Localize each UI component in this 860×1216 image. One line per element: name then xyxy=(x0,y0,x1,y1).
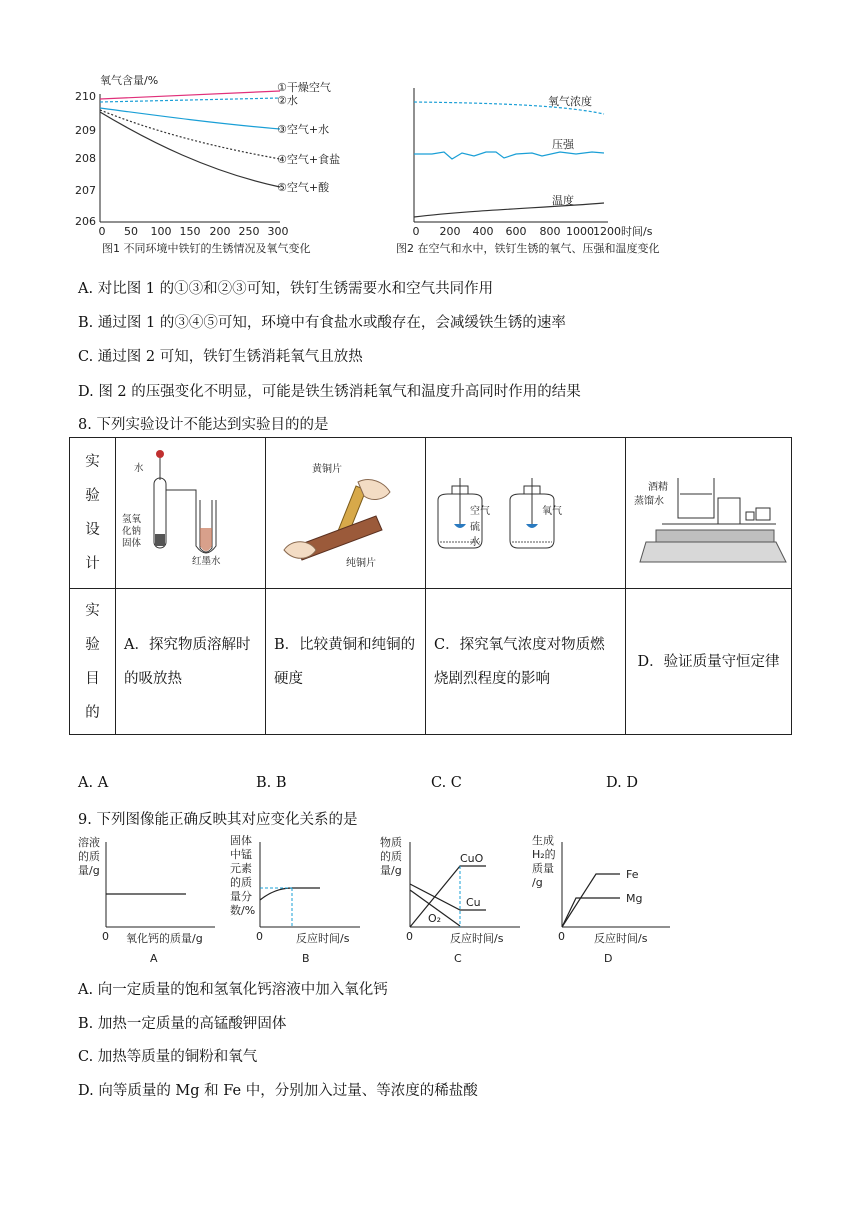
q8-design-d xyxy=(626,438,792,589)
q8-purpose-a: A．探究物质溶解时的吸放热 xyxy=(116,589,266,735)
q9-graph-d xyxy=(532,833,670,965)
q9-graph-a xyxy=(78,835,215,965)
fig2-xtick: 0 xyxy=(412,225,420,238)
fig2-curve-temperature xyxy=(414,203,604,217)
q8-choice-a: A. A xyxy=(78,775,109,791)
test-tube-apparatus-image xyxy=(116,438,264,584)
q8-purpose-b: B．比较黄铜和纯铜的硬度 xyxy=(266,589,426,735)
q8-row-label-purpose: 实 验 目 的 xyxy=(70,589,116,735)
fig1-caption: 图1 不同环境中铁钉的生锈情况及氧气变化 xyxy=(102,242,311,255)
dropper-bulb-icon xyxy=(156,450,164,458)
fig2-axes xyxy=(414,88,608,222)
q8-choice-c: C. C xyxy=(431,775,462,791)
svg-text:量分: 量分 xyxy=(230,890,252,903)
svg-text:硫: 硫 xyxy=(470,522,480,533)
q8-purpose-c: C．探究氧气浓度对物质燃烧剧烈程度的影响 xyxy=(426,589,626,735)
q9-option-a: A. 向一定质量的饱和氢氧化钙溶液中加入氧化钙 xyxy=(78,982,388,998)
fig1-ytick: 210 xyxy=(75,90,96,103)
svg-text:纯铜片: 纯铜片 xyxy=(346,558,376,569)
svg-text:反应时间/s: 反应时间/s xyxy=(594,932,648,945)
svg-text:CuO: CuO xyxy=(460,852,484,865)
svg-text:固体: 固体 xyxy=(122,538,142,549)
fig2-label-pressure: 压强 xyxy=(552,138,574,151)
fig1-xtick: 100 xyxy=(150,225,172,238)
fig1-ytick: 206 xyxy=(75,215,96,228)
fig2-label-temperature: 温度 xyxy=(552,194,574,207)
svg-text:A: A xyxy=(150,952,158,965)
fig1-ytick: 209 xyxy=(75,124,96,137)
svg-text:水: 水 xyxy=(470,537,480,548)
fig1-series-label: ①干燥空气 xyxy=(277,81,331,94)
q8-choice-b: B. B xyxy=(256,775,287,791)
svg-text:质量: 质量 xyxy=(532,862,554,875)
svg-text:红墨水: 红墨水 xyxy=(192,556,221,567)
q7-option-b: B. 通过图 1 的③④⑤可知，环境中有食盐水或酸存在，会减缓铁生锈的速率 xyxy=(78,315,566,331)
fig1-curve-dry-air xyxy=(100,91,280,99)
q7-option-a: A. 对比图 1 的①③和②③可知，铁钉生锈需要水和空气共同作用 xyxy=(78,281,494,297)
q8-table xyxy=(69,437,792,735)
fig1-curve-air-water xyxy=(100,108,280,129)
fig2-xlabel: 时间/s xyxy=(621,225,653,238)
fig1-series-label: ④空气+食盐 xyxy=(277,153,341,166)
svg-text:酒精: 酒精 xyxy=(648,482,668,493)
q9-option-c: C. 加热等质量的铜粉和氧气 xyxy=(78,1049,258,1065)
q7-option-c: C. 通过图 2 可知，铁钉生锈消耗氧气且放热 xyxy=(78,349,363,365)
svg-text:化钠: 化钠 xyxy=(122,526,142,537)
fig1-xtick: 0 xyxy=(98,225,106,238)
svg-text:空气: 空气 xyxy=(470,506,490,517)
q7-option-d: D. 图 2 的压强变化不明显，可能是铁生锈消耗氧气和温度升高同时作用的结果 xyxy=(78,384,581,400)
q9-stem: 9. 下列图像能正确反映其对应变化关系的是 xyxy=(78,812,358,828)
q9-graphs xyxy=(70,832,670,972)
q9-graph-c xyxy=(380,835,520,965)
svg-text:0: 0 xyxy=(558,930,565,943)
svg-text:生成: 生成 xyxy=(532,834,554,847)
fig1-series-label: ②水 xyxy=(277,94,298,107)
fig1-xtick: 300 xyxy=(267,225,289,238)
fig1-xtick: 50 xyxy=(124,225,138,238)
fig2-xtick: 1000 xyxy=(566,225,594,238)
fig1-curve-air-salt xyxy=(100,110,280,159)
svg-text:O₂: O₂ xyxy=(428,912,442,925)
svg-text:Fe: Fe xyxy=(626,868,639,881)
svg-text:0: 0 xyxy=(256,930,263,943)
svg-text:0: 0 xyxy=(406,930,413,943)
svg-text:Mg: Mg xyxy=(626,892,643,905)
svg-text:的质: 的质 xyxy=(380,850,402,863)
svg-text:数/%: 数/% xyxy=(230,904,256,917)
svg-text:溶液: 溶液 xyxy=(78,836,100,849)
q8-design-c xyxy=(426,438,626,589)
svg-text:B: B xyxy=(302,952,310,965)
fig1-xtick: 200 xyxy=(209,225,231,238)
svg-text:反应时间/s: 反应时间/s xyxy=(296,932,350,945)
fig1-curve-air-acid xyxy=(100,112,280,187)
q9-graph-b xyxy=(230,833,360,965)
q9-option-d: D. 向等质量的 Mg 和 Fe 中，分别加入过量、等浓度的稀盐酸 xyxy=(78,1083,478,1099)
svg-text:氢氧: 氢氧 xyxy=(122,514,142,525)
svg-text:H₂的: H₂的 xyxy=(532,848,556,861)
q8-row-label-design: 实 验 设 计 xyxy=(70,438,116,589)
q9-option-b: B. 加热一定质量的高锰酸钾固体 xyxy=(78,1016,287,1032)
svg-text:C: C xyxy=(454,952,462,965)
svg-text:固体: 固体 xyxy=(230,834,252,847)
fig1-ytick: 208 xyxy=(75,152,96,165)
fig1-xtick: 150 xyxy=(179,225,201,238)
fig2-xtick: 400 xyxy=(472,225,494,238)
svg-text:中锰: 中锰 xyxy=(230,848,252,861)
svg-text:物质: 物质 xyxy=(380,836,402,849)
fig2-xtick: 800 xyxy=(539,225,561,238)
balance-scale-image xyxy=(626,438,790,584)
q8-design-a xyxy=(116,438,266,589)
fig2-xtick: 1200 xyxy=(593,225,621,238)
figure-1 xyxy=(70,72,370,262)
fig1-series-label: ③空气+水 xyxy=(277,123,330,136)
svg-text:黄铜片: 黄铜片 xyxy=(312,464,342,475)
svg-text:0: 0 xyxy=(102,930,109,943)
q8-purpose-d: D．验证质量守恒定律 xyxy=(626,589,792,735)
svg-text:D: D xyxy=(604,952,613,965)
fig2-label-oxygen: 氧气浓度 xyxy=(548,95,592,108)
fig2-curve-pressure xyxy=(414,152,604,159)
svg-text:反应时间/s: 反应时间/s xyxy=(450,932,504,945)
fig2-xtick: 600 xyxy=(505,225,527,238)
fig2-xtick: 200 xyxy=(439,225,461,238)
svg-text:/g: /g xyxy=(532,876,543,889)
svg-text:氧气: 氧气 xyxy=(542,506,562,517)
svg-text:的质: 的质 xyxy=(230,876,252,889)
fig1-curve-water xyxy=(100,98,280,102)
q8-choice-d: D. D xyxy=(606,775,638,791)
fig1-xtick: 250 xyxy=(238,225,260,238)
svg-text:蒸馏水: 蒸馏水 xyxy=(634,496,664,507)
q8-stem: 8. 下列实验设计不能达到实验目的的是 xyxy=(78,417,329,433)
fig1-ytick: 207 xyxy=(75,184,96,197)
sulfur-combustion-bottles-image xyxy=(426,438,624,584)
svg-text:的质: 的质 xyxy=(78,850,100,863)
svg-text:水: 水 xyxy=(134,463,144,474)
figure-2 xyxy=(392,72,692,262)
svg-text:氧化钙的质量/g: 氧化钙的质量/g xyxy=(126,932,203,945)
fig1-series-label: ⑤空气+酸 xyxy=(277,181,330,194)
fig1-ylabel: 氧气含量/% xyxy=(100,74,159,87)
svg-text:量/g: 量/g xyxy=(78,864,100,877)
q8-design-b xyxy=(266,438,426,589)
svg-text:量/g: 量/g xyxy=(380,864,402,877)
fig2-caption: 图2 在空气和水中，铁钉生锈的氧气、压强和温度变化 xyxy=(396,242,660,255)
svg-text:Cu: Cu xyxy=(466,896,481,909)
svg-text:元素: 元素 xyxy=(230,862,252,875)
brass-copper-scratch-image xyxy=(266,438,424,584)
